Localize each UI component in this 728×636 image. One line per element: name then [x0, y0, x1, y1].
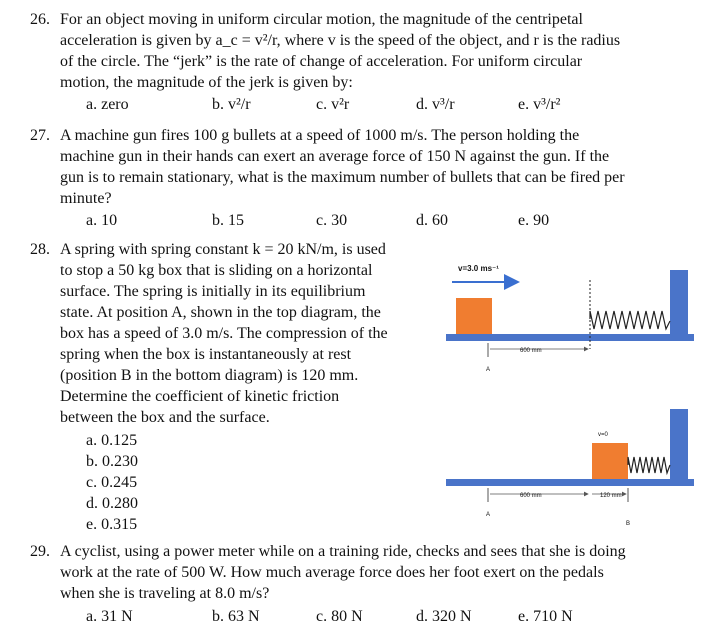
option-d: d. 0.280 — [86, 495, 138, 512]
option-d: d. 60 — [416, 212, 448, 229]
spring — [590, 311, 670, 329]
question-line: acceleration is given by a_c = v²/r, where v is the speed of the object, and r is the radius — [60, 32, 621, 49]
question-number: 27. — [30, 127, 50, 144]
option-e: e. 0.315 — [86, 516, 138, 533]
question-line: gun is to remain stationary, what is the maximum number of bullets that can be fired per — [60, 169, 625, 186]
box — [456, 298, 492, 334]
option-b: b. v²/r — [212, 96, 251, 113]
spring — [628, 457, 670, 473]
question-line: when she is traveling at 8.0 m/s? — [60, 585, 270, 602]
point-a-label: A — [486, 512, 491, 518]
question-line: surface. The spring is initially in its equilibrium — [60, 283, 366, 300]
question-line: minute? — [60, 190, 112, 207]
option-a: a. zero — [86, 96, 129, 113]
question-line: between the box and the surface. — [60, 409, 270, 426]
question-line: to stop a 50 kg box that is sliding on a horizontal — [60, 262, 373, 279]
question-line: A cyclist, using a power meter while on a training ride, checks and sees that she is doing — [60, 543, 626, 560]
surface — [446, 479, 694, 486]
option-a: a. 10 — [86, 212, 118, 229]
option-e: e. 710 N — [518, 608, 573, 625]
question-line: of the circle. The “jerk” is the rate of change of acceleration. For uniform circular — [60, 53, 583, 70]
option-b: b. 63 N — [212, 608, 260, 625]
question-line: Determine the coefficient of kinetic friction — [60, 388, 340, 405]
box — [592, 443, 628, 479]
velocity-label: v=0 — [598, 432, 608, 438]
question-number: 29. — [30, 543, 50, 560]
distance-label: 600 mm — [520, 348, 542, 354]
wall — [670, 409, 688, 479]
velocity-label: v=3.0 ms⁻¹ — [458, 264, 499, 273]
question-number: 26. — [30, 11, 50, 28]
option-d: d. v³/r — [416, 96, 455, 113]
question-line: For an object moving in uniform circular motion, the magnitude of the centripetal — [60, 11, 583, 28]
option-a: a. 31 N — [86, 608, 133, 625]
surface — [446, 334, 694, 341]
distance-label: 600 mm — [520, 493, 542, 499]
option-c: c. v²r — [316, 96, 350, 113]
question-line: A machine gun fires 100 g bullets at a speed of 1000 m/s. The person holding the — [60, 127, 580, 144]
question-line: state. At position A, shown in the top diagram, the — [60, 304, 381, 321]
option-b: b. 0.230 — [86, 453, 138, 470]
option-b: b. 15 — [212, 212, 244, 229]
option-c: c. 80 N — [316, 608, 363, 625]
compression-label: 120 mm — [600, 493, 622, 499]
option-e: e. 90 — [518, 212, 550, 229]
option-a: a. 0.125 — [86, 432, 138, 449]
point-a-label: A — [486, 367, 491, 373]
option-e: e. v³/r² — [518, 96, 561, 113]
wall — [670, 270, 688, 334]
question-number: 28. — [30, 241, 50, 258]
option-d: d. 320 N — [416, 608, 472, 625]
question-line: spring when the box is instantaneously at rest — [60, 346, 352, 363]
option-c: c. 0.245 — [86, 474, 138, 491]
question-line: box has a speed of 3.0 m/s. The compression of the — [60, 325, 388, 342]
spring-diagram-top — [440, 245, 696, 395]
question-line: work at the rate of 500 W. How much average force does her foot exert on the pedals — [60, 564, 604, 581]
option-c: c. 30 — [316, 212, 348, 229]
question-line: A spring with spring constant k = 20 kN/m, is used — [60, 241, 386, 258]
question-line: (position B in the bottom diagram) is 120 mm. — [60, 367, 359, 384]
question-line: motion, the magnitude of the jerk is given by: — [60, 74, 353, 91]
spring-diagram-bottom — [440, 405, 696, 530]
point-b-label: B — [626, 521, 631, 527]
question-line: machine gun in their hands can exert an average force of 150 N against the gun. If the — [60, 148, 610, 165]
